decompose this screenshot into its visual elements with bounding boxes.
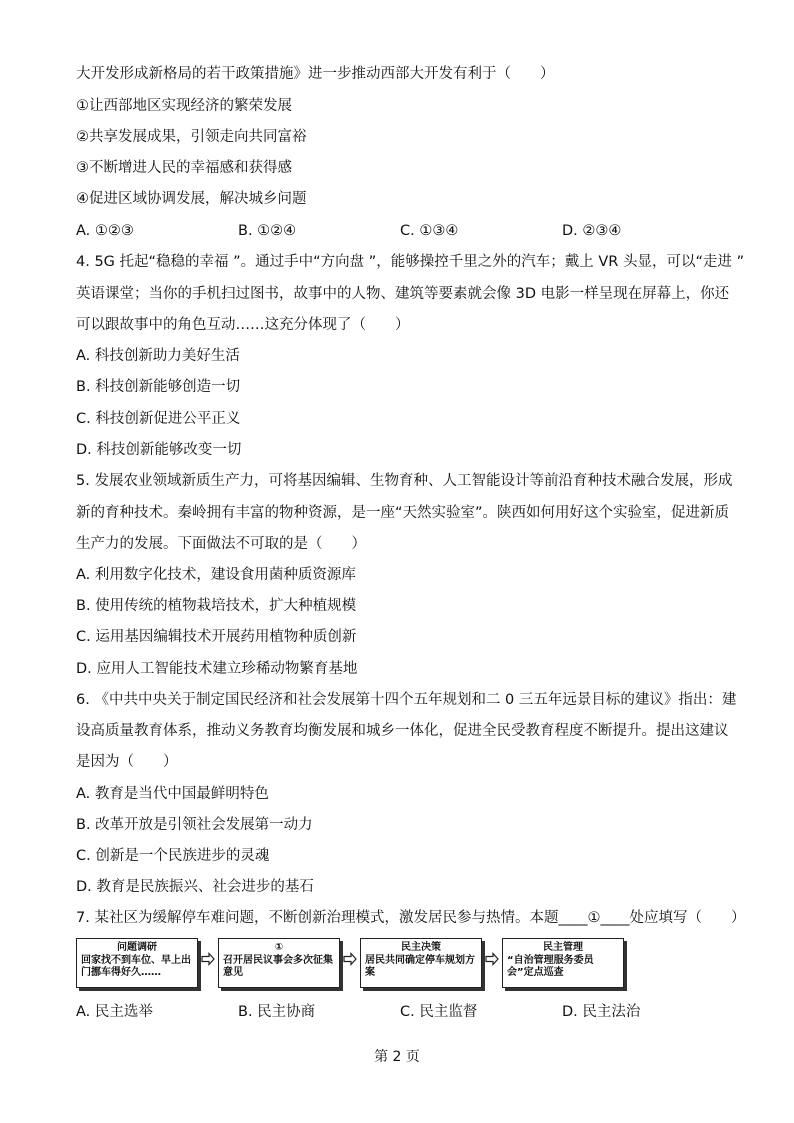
arrow-right-icon xyxy=(485,952,499,966)
arrow-right-icon xyxy=(201,952,215,966)
q3-stem: 大开发形成新格局的若干政策措施》进一步推动西部大开发有利于（ ） xyxy=(76,66,555,82)
q3-options xyxy=(76,221,726,241)
q5-stem-line-1: 5. 发展农业领域新质生产力，可将基因编辑、生物育种、人工智能设计等前沿育种技术融合发展，形成 xyxy=(76,473,733,489)
q5-stem-line-3: 生产力的发展。下面做法不可取的是（ ） xyxy=(76,536,366,552)
q6-stem-line-3: 是因为（ ） xyxy=(76,754,178,770)
q3-item-2: ②共享发展成果，引领走向共同富裕 xyxy=(76,129,307,145)
q3-option-d: D. ②③④ xyxy=(562,223,622,239)
q6-option-b: B. 改革开放是引领社会发展第一动力 xyxy=(76,817,313,833)
q6-option-a: A. 教育是当代中国最鲜明特色 xyxy=(76,786,269,802)
q3-item-4: ④促进区域协调发展，解决城乡问题 xyxy=(76,191,307,207)
flow-box-title: ① xyxy=(274,942,284,953)
flow-box-management xyxy=(502,938,624,988)
q3-option-a: A. ①②③ xyxy=(76,223,134,239)
q5-option-a: A. 利用数字化技术，建设食用菌种质资源库 xyxy=(76,567,356,583)
flow-box-body: 回家找不到车位、早上出门挪车得好久…… xyxy=(81,954,191,978)
q3-option-b: B. ①②④ xyxy=(238,223,297,239)
q7-flow-diagram xyxy=(76,938,636,990)
flow-box-title: 民主决策 xyxy=(401,942,441,953)
q5-option-b: B. 使用传统的植物栽培技术，扩大种植规模 xyxy=(76,598,357,614)
q5-stem-line-2: 新的育种技术。秦岭拥有丰富的物种资源，是一座“天然实验室”。陕西如何用好这个实验室，促进新质 xyxy=(76,505,730,521)
flow-box-body: 召开居民议事会多次征集意见 xyxy=(223,954,333,978)
q4-stem-line-2: 英语课堂；当你的手机扫过图书，故事中的人物、建筑等要素就会像 3D 电影一样呈现在屏幕上，你还 xyxy=(76,286,730,302)
q3-item-1: ①让西部地区实现经济的繁荣发展 xyxy=(76,98,292,114)
q4-option-d: D. 科技创新能够改变一切 xyxy=(76,442,242,458)
q4-option-b: B. 科技创新能够创造一切 xyxy=(76,379,241,395)
q7-option-a: A. 民主选举 xyxy=(76,1004,153,1020)
flow-box-title: 民主管理 xyxy=(543,942,583,953)
flow-box-body: 居民共同确定停车规划方案 xyxy=(365,954,475,978)
arrow-right-icon xyxy=(343,952,357,966)
q7-option-b: B. 民主协商 xyxy=(238,1004,316,1020)
q3-item-3: ③不断增进人民的幸福感和获得感 xyxy=(76,160,292,176)
q7-option-d: D. 民主法治 xyxy=(562,1004,641,1020)
flow-box-blank xyxy=(218,938,340,988)
flow-box-survey xyxy=(76,938,198,988)
q7-options xyxy=(76,1002,726,1022)
q3-option-c: C. ①③④ xyxy=(400,223,459,239)
q4-option-a: A. 科技创新助力美好生活 xyxy=(76,348,240,364)
q4-stem-line-1: 4. 5G 托起“稳稳的幸福 ”。通过手中“方向盘 ”，能够操控千里之外的汽车；戴上 VR 头显，可以“走进 ” xyxy=(76,254,745,270)
flow-box-title: 问题调研 xyxy=(117,942,157,953)
flow-box-decision xyxy=(360,938,482,988)
q4-option-c: C. 科技创新促进公平正义 xyxy=(76,411,241,427)
flow-box-body: “自治管理服务委员会”定点巡查 xyxy=(507,954,594,978)
q5-option-d: D. 应用人工智能技术建立珍稀动物繁育基地 xyxy=(76,661,358,677)
q6-option-c: C. 创新是一个民族进步的灵魂 xyxy=(76,848,270,864)
q4-stem-line-3: 可以跟故事中的角色互动……这充分体现了（ ） xyxy=(76,317,410,333)
q7-option-c: C. 民主监督 xyxy=(400,1004,478,1020)
q6-option-d: D. 教育是民族振兴、社会进步的基石 xyxy=(76,879,314,895)
page-number: 第 2 页 xyxy=(374,1049,420,1065)
q6-stem-line-1: 6. 《中共中央关于制定国民经济和社会发展第十四个五年规划和二 0 三五年远景目标的建议》指出：建 xyxy=(76,692,737,708)
q6-stem-line-2: 设高质量教育体系，推动义务教育均衡发展和城乡一体化，促进全民受教育程度不断提升。提出这建议 xyxy=(76,723,729,739)
q5-option-c: C. 运用基因编辑技术开展药用植物种质创新 xyxy=(76,629,357,645)
q7-stem: 7. 某社区为缓解停车难问题，不断创新治理模式，激发居民参与热情。本题____①____处应填写（ ） xyxy=(76,910,746,926)
